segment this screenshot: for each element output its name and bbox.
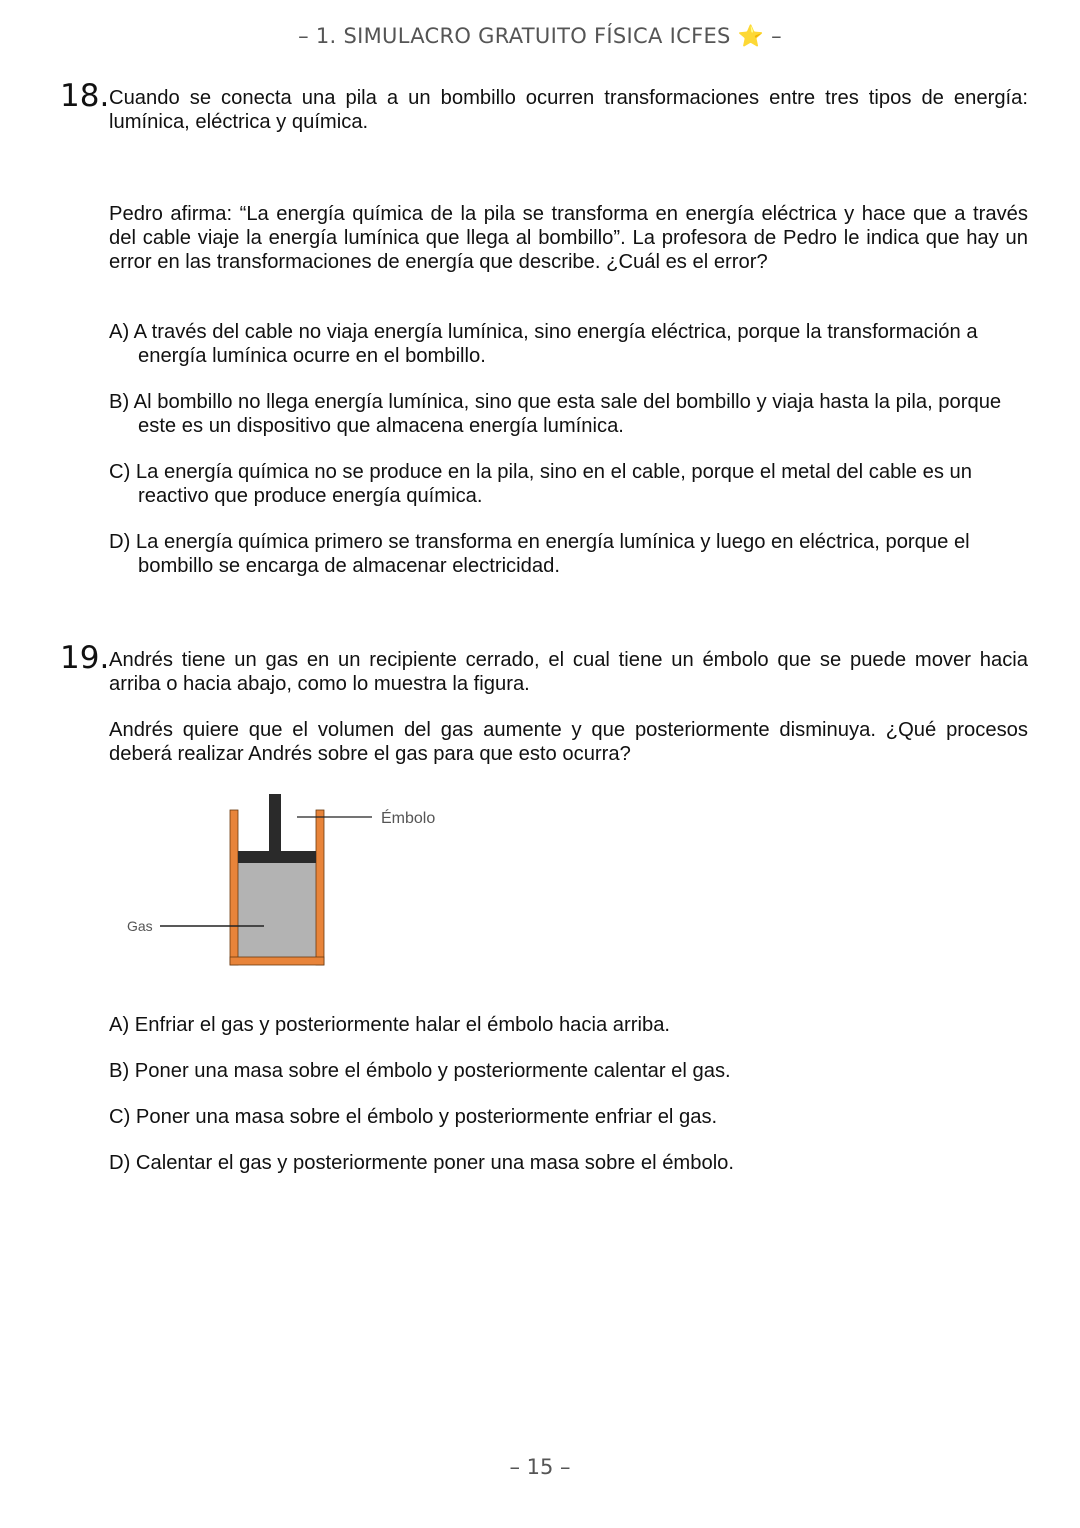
question-19 bbox=[60, 640, 1028, 766]
container-right-wall bbox=[316, 810, 324, 965]
option-c[interactable]: C) La energía química no se produce en la pila, sino en el cable, porque el metal del cable es un reactivo que produce energía química. bbox=[109, 461, 972, 507]
gas-region bbox=[238, 863, 316, 957]
option-b[interactable]: B) Poner una masa sobre el émbolo y posteriormente calentar el gas. bbox=[109, 1060, 731, 1082]
question-intro: Cuando se conecta una pila a un bombillo ocurren transformaciones entre tres tipos de energía: lumínica, eléctrica y química. bbox=[109, 87, 1028, 133]
question-18 bbox=[60, 78, 1028, 578]
piston-plate bbox=[238, 851, 316, 863]
piston-rod bbox=[269, 794, 281, 852]
option-d[interactable]: D) Calentar el gas y posteriormente poner una masa sobre el émbolo. bbox=[109, 1152, 735, 1174]
star-icon: ⭐ bbox=[737, 24, 765, 48]
option-b[interactable]: B) Al bombillo no llega energía lumínica, sino que esta sale del bombillo y viaja hasta la pila, porque este es un dispositivo que almacena energía lumínica. bbox=[109, 391, 1002, 437]
question-19-options bbox=[60, 1013, 1028, 1175]
piston-label: Émbolo bbox=[381, 810, 436, 827]
question-number: 19. bbox=[60, 640, 110, 676]
question-statement: Andrés quiere que el volumen del gas aumente y que posteriormente disminuya. ¿Qué procesos deberá realizar Andrés sobre el gas para que esto ocurra? bbox=[109, 719, 1028, 765]
page-number: – 15 – bbox=[509, 1455, 571, 1479]
option-a[interactable]: A) A través del cable no viaja energía lumínica, sino energía eléctrica, porque la transformación a energía lumínica ocurre en el bombillo. bbox=[109, 321, 978, 367]
options-list bbox=[109, 320, 1028, 578]
piston-figure bbox=[120, 790, 460, 975]
header-title-end: – bbox=[771, 24, 782, 48]
option-d[interactable]: D) La energía química primero se transforma en energía lumínica y luego en eléctrica, porque el bombillo se encarga de almacenar electricidad. bbox=[109, 531, 970, 577]
gas-label: Gas bbox=[127, 918, 153, 934]
container-bottom bbox=[230, 957, 324, 965]
question-number: 18. bbox=[60, 78, 110, 114]
container-left-wall bbox=[230, 810, 238, 965]
piston-diagram bbox=[120, 790, 460, 975]
page-header bbox=[0, 24, 1080, 49]
question-intro: Andrés tiene un gas en un recipiente cerrado, el cual tiene un émbolo que se puede mover hacia arriba o hacia abajo, como lo muestra la figura. bbox=[109, 649, 1028, 695]
option-a[interactable]: A) Enfriar el gas y posteriormente halar el émbolo hacia arriba. bbox=[109, 1014, 671, 1036]
header-title: – 1. SIMULACRO GRATUITO FÍSICA ICFES bbox=[298, 24, 731, 48]
question-statement: Pedro afirma: “La energía química de la pila se transforma en energía eléctrica y hace que a través del cable viaje la energía lumínica que llega al bombillo”. La profesora de Pedro le indica que hay un error en las transformaciones de energía que describe. ¿Cuál es el error? bbox=[109, 203, 1028, 273]
option-c[interactable]: C) Poner una masa sobre el émbolo y posteriormente enfriar el gas. bbox=[109, 1106, 718, 1128]
